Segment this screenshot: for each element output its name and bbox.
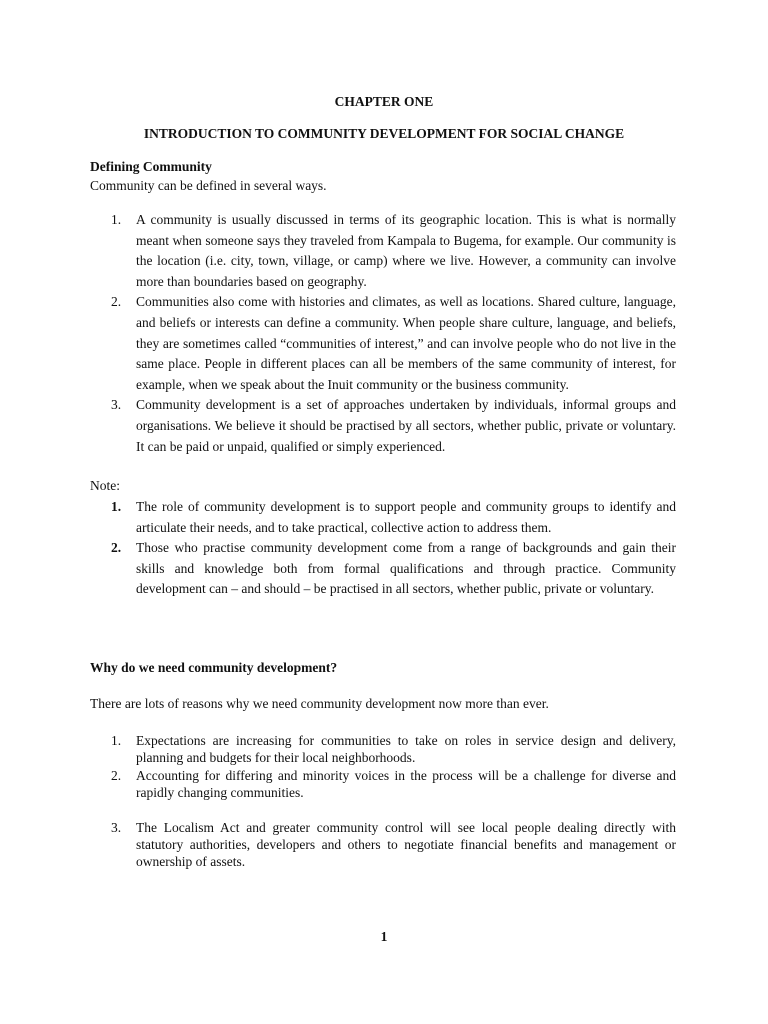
note-label: Note: xyxy=(90,478,120,493)
definition-list xyxy=(90,210,676,457)
reasons-list xyxy=(90,732,676,871)
list-item xyxy=(90,292,676,395)
note-list xyxy=(90,497,676,600)
list-item-number: 3. xyxy=(111,819,122,835)
list-item-number: 3. xyxy=(111,397,122,413)
list-item-number: 1. xyxy=(111,499,122,514)
section-intro: Community can be defined in several ways. xyxy=(90,178,327,193)
list-item xyxy=(90,819,676,871)
list-item-text: The role of community development is to support people and community groups to identify and articulate their needs, and to take practical, collective action to address them. xyxy=(136,499,676,535)
list-item-number: 2. xyxy=(111,294,122,310)
list-item-number: 1. xyxy=(111,212,122,227)
chapter-title: INTRODUCTION TO COMMUNITY DEVELOPMENT FOR SOCIAL CHANGE xyxy=(143,126,625,141)
list-item xyxy=(90,767,676,802)
list-item xyxy=(90,732,676,767)
list-item-text: A community is usually discussed in terms of its geographic location. This is what is normally meant when someone says they traveled from Kampala to Bugema, for example. Our community is the location (i.e. city, town, village, or camp) where we live. However, a community can involve more than boundaries based on geography. xyxy=(136,212,676,289)
list-item xyxy=(90,497,676,538)
section-intro: There are lots of reasons why we need community development now more than ever. xyxy=(90,696,549,711)
list-item-text: Expectations are increasing for communities to take on roles in service design and delivery, planning and budgets for their local neighborhoods. xyxy=(136,733,676,766)
list-item xyxy=(90,395,676,457)
list-item-text: The Localism Act and greater community control will see local people dealing directly with statutory authorities, developers and others to negotiate financial benefits and management or ownership of assets. xyxy=(136,819,676,870)
list-item-number: 2. xyxy=(111,540,122,556)
list-item-text: Communities also come with histories and climates, as well as locations. Shared culture, language, and beliefs or interests can define a community. When people share culture, language, and beliefs, they are sometimes called “communities of interest,” and can involve people who do not live in the same place. People in different places can all be members of the same community of interest, for example, when we speak about the Inuit community or the business community. xyxy=(136,294,676,392)
chapter-label: CHAPTER ONE xyxy=(334,94,434,109)
list-item-text: Accounting for differing and minority voices in the process will be a challenge for diverse and rapidly changing communities. xyxy=(136,767,676,801)
list-item-text: Community development is a set of approaches undertaken by individuals, informal groups and organisations. We believe it should be practised by all sectors, whether public, private or voluntary. It can be paid or unpaid, qualified or simply experienced. xyxy=(136,397,676,454)
section-heading-why-community-development: Why do we need community development? xyxy=(90,660,338,675)
list-item xyxy=(90,210,676,292)
list-item-text: Those who practise community development come from a range of backgrounds and gain their skills and knowledge both from formal qualifications and through practice. Community development can – and should – be practised in all sectors, whether public, private or voluntary. xyxy=(136,540,676,597)
section-heading-defining-community: Defining Community xyxy=(90,159,212,174)
list-item-number: 2. xyxy=(111,767,122,783)
list-item-number: 1. xyxy=(111,733,122,748)
page-number: 1 xyxy=(380,929,388,944)
list-item xyxy=(90,538,676,600)
